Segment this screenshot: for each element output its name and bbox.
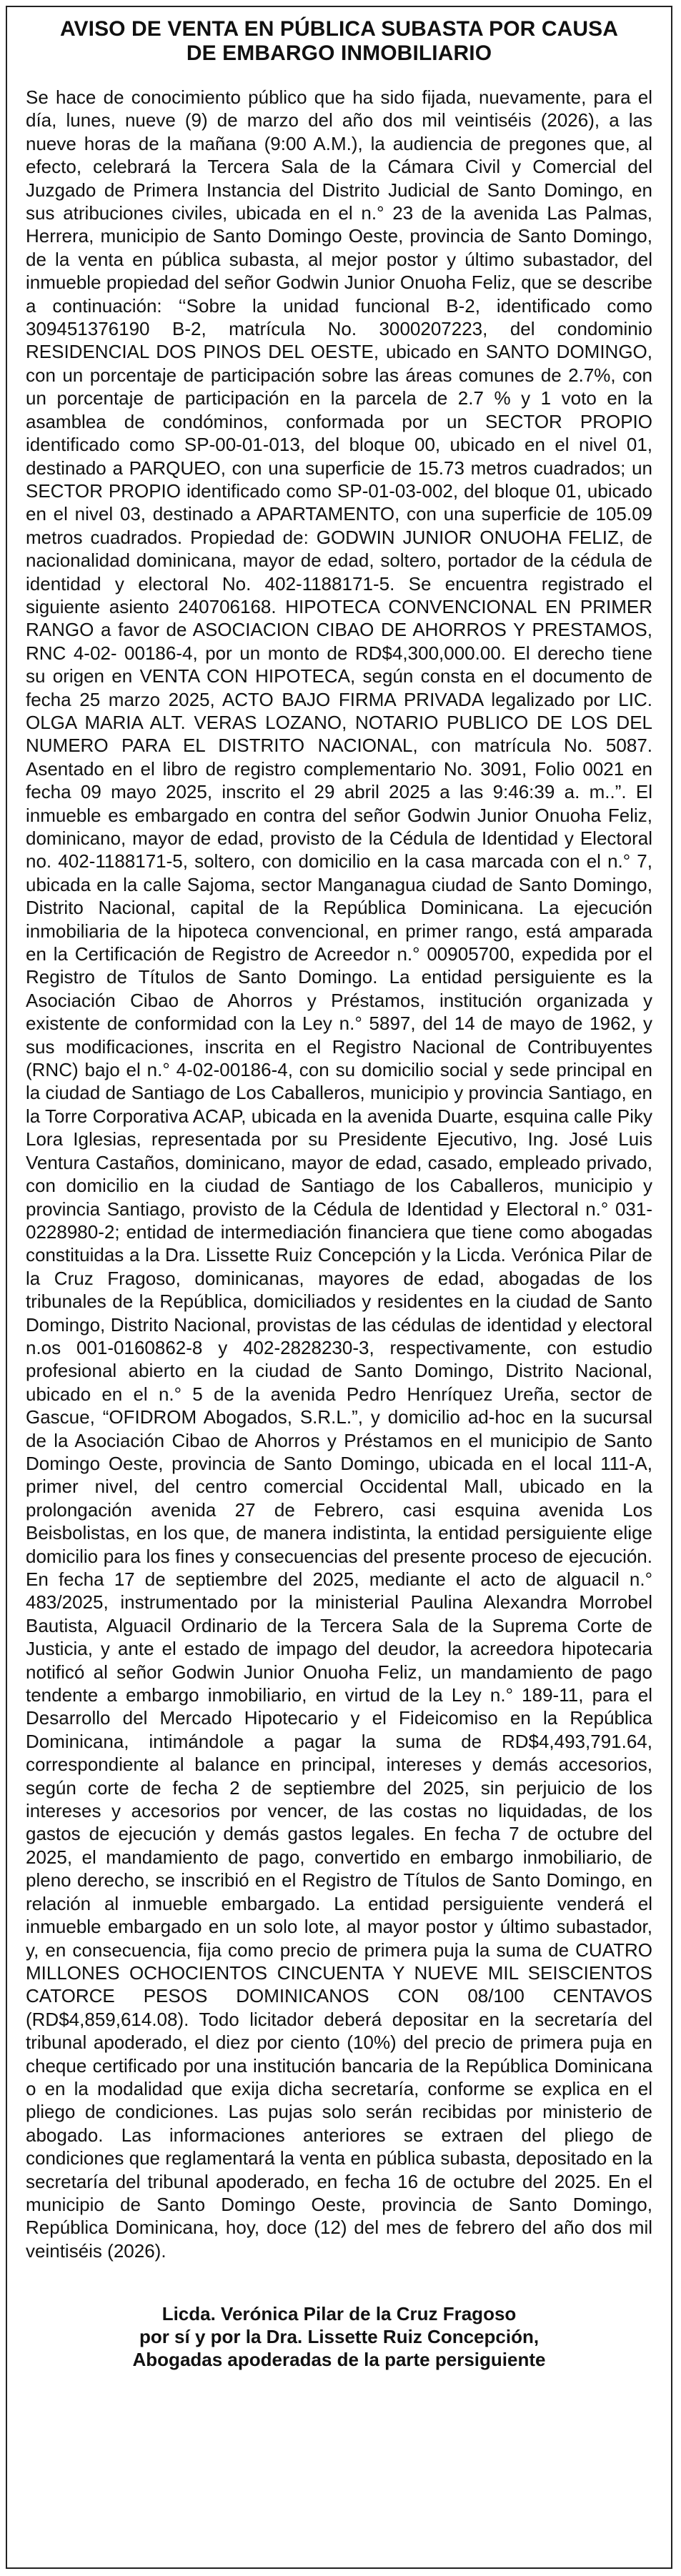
- signature-name: Licda. Verónica Pilar de la Cruz Fragoso: [161, 2303, 517, 2325]
- notice-title-line-2: DE EMBARGO INMOBILIARIO: [186, 41, 492, 65]
- signature-role: Abogadas apoderadas de la parte persiguiente: [132, 2349, 546, 2371]
- signature-block: [26, 2302, 652, 2371]
- notice-title-line-1: AVISO DE VENTA EN PÚBLICA SUBASTA POR CAUSA: [59, 17, 619, 41]
- signature-on-behalf: por sí y por la Dra. Lissette Ruiz Concepción,: [139, 2326, 540, 2348]
- legal-notice: [6, 6, 672, 2569]
- notice-title: [26, 17, 652, 66]
- notice-body: Se hace de conocimiento público que ha sido fijada, nuevamente, para el día, lunes, nueve (9) de marzo del año dos mil veintiséis (2026), a las nueve horas de la mañana (9:00 A.M.), la audiencia de pregones que, al efecto, celebrará la Tercera Sala de la Cámara Civil y Comercial del Juzgado de Primera Instancia del Distrito Judicial de Santo Domingo, en sus atribuciones civiles, ubicada en el n.° 23 de la avenida Las Palmas, Herrera, municipio de Santo Domingo Oeste, provincia de Santo Domingo, de la venta en pública subasta, al mejor postor y último subastador, del inmueble propiedad del señor Godwin Junior Onuoha Feliz, que se describe a continuación: ‘‘Sobre la unidad funcional B-2, identificado como 309451376190 B-2, matrícula No. 3000207223, del condominio RESIDENCIAL DOS PINOS DEL OESTE, ubicado en SANTO DOMINGO, con un porcentaje de participación sobre las áreas comunes de 2.7%, con un porcentaje de participación en la parcela de 2.7 % y 1 voto en la asamblea de condóminos, conformada por un SECTOR PROPIO identificado como SP-00-01-013, del bloque 00, ubicado en el nivel 01, destinado a PARQUEO, con una superficie de 15.73 metros cuadrados; un SECTOR PROPIO identificado como SP-01-03-002, del bloque 01, ubicado en el nivel 03, destinado a APARTAMENTO, con una superficie de 105.09 metros cuadrados. Propiedad de: GODWIN JUNIOR ONUOHA FELIZ, de nacionalidad dominicana, mayor de edad, soltero, portador de la cédula de identidad y electoral No. 402-1188171-5. Se encuentra registrado el siguiente asiento 240706168. HIPOTECA CONVENCIONAL EN PRIMER RANGO a favor de ASOCIACION CIBAO DE AHORROS Y PRESTAMOS, RNC 4-02- 00186-4, por un monto de RD$4,300,000.00. El derecho tiene su origen en VENTA CON HIPOTECA, según consta en el documento de fecha 25 marzo 2025, ACTO BAJO FIRMA PRIVADA legalizado por LIC. OLGA MARIA ALT. VERAS LOZANO, NOTARIO PUBLICO DE LOS DEL NUMERO PARA EL DISTRITO NACIONAL, con matrícula No. 5087. Asentado en el libro de registro complementario No. 3091, Folio 0021 en fecha 09 mayo 2025, inscrito el 29 abril 2025 a las 9:46:39 a. m..”. El inmueble es embargado en contra del señor Godwin Junior Onuoha Feliz, dominicano, mayor de edad, provisto de la Cédula de Identidad y Electoral no. 402-1188171-5, soltero, con domicilio en la casa marcada con el n.° 7, ubicada en la calle Sajoma, sector Manganagua ciudad de Santo Domingo, Distrito Nacional, capital de la República Dominicana. La ejecución inmobiliaria de la hipoteca convencional, en primer rango, está amparada en la Certificación de Registro de Acreedor n.° 00905700, expedida por el Registro de Títulos de Santo Domingo. La entidad persiguiente es la Asociación Cibao de Ahorros y Préstamos, institución organizada y existente de conformidad con la Ley n.° 5897, del 14 de mayo de 1962, y sus modificaciones, inscrita en el Registro Nacional de Contribuyentes (RNC) bajo el n.° 4-02-00186-4, con su domicilio social y sede principal en la ciudad de Santiago de Los Caballeros, municipio y provincia Santiago, en la Torre Corporativa ACAP, ubicada en la avenida Duarte, esquina calle Piky Lora Iglesias, representada por su Presidente Ejecutivo, Ing. José Luis Ventura Castaños, dominicano, mayor de edad, casado, empleado privado, con domicilio en la ciudad de Santiago de los Caballeros, municipio y provincia Santiago, provisto de la Cédula de Identidad y Electoral n.° 031-0228980-2; entidad de intermediación financiera que tiene como abogadas constituidas a la Dra. Lissette Ruiz Concepción y la Licda. Verónica Pilar de la Cruz Fragoso, dominicanas, mayores de edad, abogadas de los tribunales de la República, domiciliados y residentes en la ciudad de Santo Domingo, Distrito Nacional, provistas de las cédulas de identidad y electoral n.os 001-0160862-8 y 402-2828230-3, respectivamente, con estudio profesional abierto en la ciudad de Santo Domingo, Distrito Nacional, ubicado en el n.° 5 de la avenida Pedro Henríquez Ureña, sector de Gascue, “OFIDROM Abogados, S.R.L.”, y domicilio ad-hoc en la sucursal de la Asociación Cibao de Ahorros y Préstamos en el municipio de Santo Domingo Oeste, provincia de Santo Domingo, ubicada en el local 111-A, primer nivel, del centro comercial Occidental Mall, ubicado en la prolongación avenida 27 de Febrero, casi esquina avenida Los Beisbolistas, en los que, de manera indistinta, la entidad persiguiente elige domicilio para los fines y consecuencias del presente proceso de ejecución. En fecha 17 de septiembre del 2025, mediante el acto de alguacil n.° 483/2025, instrumentado por la ministerial Paulina Alexandra Morrobel Bautista, Alguacil Ordinario de la Tercera Sala de la Suprema Corte de Justicia, y ante el estado de impago del deudor, la acreedora hipotecaria notificó al señor Godwin Junior Onuoha Feliz, un mandamiento de pago tendente a embargo inmobiliario, en virtud de la Ley n.° 189-11, para el Desarrollo del Mercado Hipotecario y el Fideicomiso en la República Dominicana, intimándole a pagar la suma de RD$4,493,791.64, correspondiente al balance en principal, intereses y demás accesorios, según corte de fecha 2 de septiembre del 2025, sin perjuicio de los intereses y accesorios por vencer, de las costas no liquidadas, de los gastos de ejecución y demás gastos legales. En fecha 7 de octubre del 2025, el mandamiento de pago, convertido en embargo inmobiliario, de pleno derecho, se inscribió en el Registro de Títulos de Santo Domingo, en relación al inmueble embargado. La entidad persiguiente venderá el inmueble embargado en un solo lote, al mayor postor y último subastador, y, en consecuencia, fija como precio de primera puja la suma de CUATRO MILLONES OCHOCIENTOS CINCUENTA Y NUEVE MIL SEISCIENTOS CATORCE PESOS DOMINICANOS CON 08/100 CENTAVOS (RD$4,859,614.08). Todo licitador deberá depositar en la secretaría del tribunal apoderado, el diez por ciento (10%) del precio de primera puja en cheque certificado por una institución bancaria de la República Dominicana o en la modalidad que exija dicha secretaría, conforme se explica en el pliego de condiciones. Las pujas solo serán recibidas por ministerio de abogado. Las informaciones anteriores se extraen del pliego de condiciones que reglamentará la venta en pública subasta, depositado en la secretaría del tribunal apoderado, en fecha 16 de octubre del 2025. En el municipio de Santo Domingo Oeste, provincia de Santo Domingo, República Dominicana, hoy, doce (12) del mes de febrero del año dos mil veintiséis (2026).: [26, 86, 652, 2262]
